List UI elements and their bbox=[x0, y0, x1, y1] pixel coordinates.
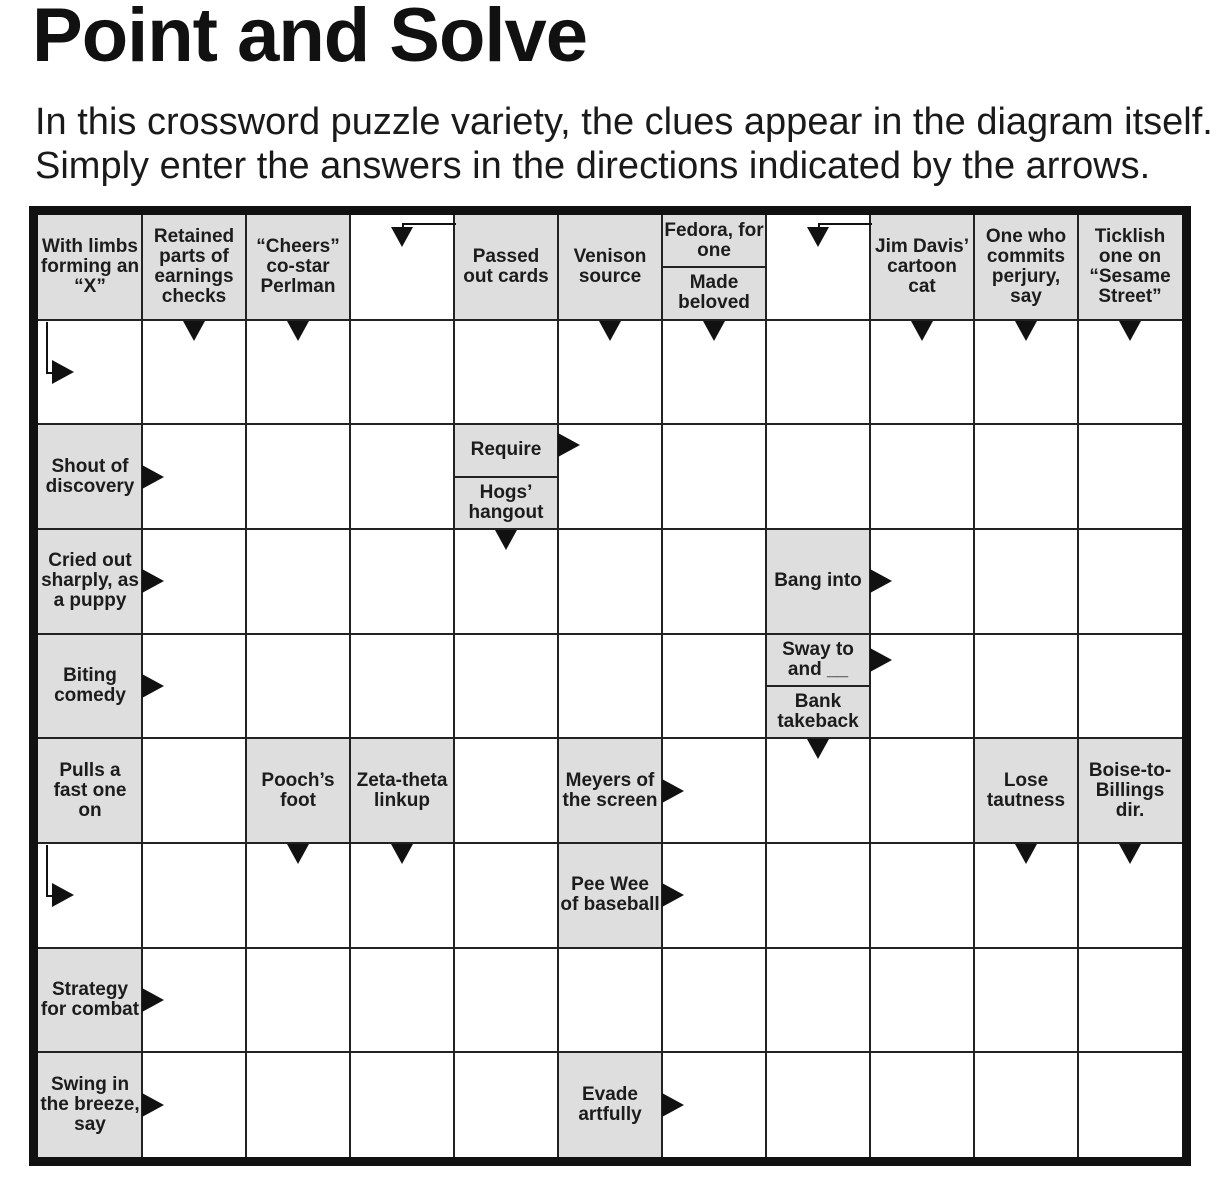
down-arrow-icon bbox=[183, 321, 205, 341]
answer-cell-r9-c5[interactable] bbox=[454, 1052, 558, 1157]
answer-cell-r7-c5[interactable] bbox=[454, 843, 558, 948]
answer-cell-r6-c2[interactable] bbox=[142, 738, 246, 843]
answer-cell-r6-c5[interactable] bbox=[454, 738, 558, 843]
answer-cell-r8-c10[interactable] bbox=[974, 948, 1078, 1053]
clue-divider bbox=[454, 476, 558, 478]
grid-line bbox=[38, 633, 1182, 635]
answer-cell-r3-c9[interactable] bbox=[870, 424, 974, 529]
clue-divider bbox=[766, 685, 870, 687]
clue-evade: Evade artfully bbox=[558, 1052, 662, 1157]
clue-shout: Shout of discovery bbox=[38, 424, 142, 529]
clue-cried: Cried out sharply, as a puppy bbox=[38, 529, 142, 634]
answer-cell-r8-c6[interactable] bbox=[558, 948, 662, 1053]
answer-cell-r4-c4[interactable] bbox=[350, 529, 454, 634]
answer-cell-r3-c7[interactable] bbox=[662, 424, 766, 529]
down-arrow-icon bbox=[1119, 844, 1141, 864]
answer-cell-r8-c11[interactable] bbox=[1078, 948, 1182, 1053]
right-arrow-icon bbox=[662, 779, 684, 803]
down-arrow-icon bbox=[1119, 321, 1141, 341]
answer-cell-r8-c3[interactable] bbox=[246, 948, 350, 1053]
down-arrow-icon bbox=[1015, 844, 1037, 864]
grid-line bbox=[38, 528, 1182, 530]
grid-line bbox=[349, 215, 351, 1157]
answer-cell-r3-c10[interactable] bbox=[974, 424, 1078, 529]
answer-cell-r4-c6[interactable] bbox=[558, 529, 662, 634]
clue-pooch: Pooch’s foot bbox=[246, 738, 350, 843]
clue-passed: Passed out cards bbox=[454, 215, 558, 320]
answer-cell-r5-c4[interactable] bbox=[350, 634, 454, 739]
clue-cheers: “Cheers” co-star Perlman bbox=[246, 215, 350, 320]
grid-line bbox=[973, 215, 975, 1157]
down-arrow-icon bbox=[287, 321, 309, 341]
answer-cell-r4-c11[interactable] bbox=[1078, 529, 1182, 634]
clue-perjury: One who commits perjury, say bbox=[974, 215, 1078, 320]
answer-cell-r5-c7[interactable] bbox=[662, 634, 766, 739]
crossword-grid bbox=[29, 206, 1191, 1166]
clue-swing: Swing in the breeze, say bbox=[38, 1052, 142, 1157]
grid-line bbox=[661, 215, 663, 1157]
right-arrow-icon bbox=[870, 648, 892, 672]
clue-with-limbs: With limbs forming an “X” bbox=[38, 215, 142, 320]
clue-require: Require bbox=[454, 424, 558, 476]
clue-ticklish: Ticklish one on “Sesame Street” bbox=[1078, 215, 1182, 320]
right-arrow-icon bbox=[142, 569, 164, 593]
right-arrow-icon bbox=[870, 569, 892, 593]
clue-bank: Bank takeback bbox=[766, 686, 870, 738]
right-arrow-icon bbox=[52, 360, 74, 384]
answer-cell-r8-c7[interactable] bbox=[662, 948, 766, 1053]
answer-cell-r9-c8[interactable] bbox=[766, 1052, 870, 1157]
grid-line bbox=[245, 215, 247, 1157]
clue-boise: Boise-to-Billings dir. bbox=[1078, 738, 1182, 843]
grid-line bbox=[38, 1051, 1182, 1053]
clue-made-beloved: Made beloved bbox=[662, 267, 766, 319]
answer-cell-r7-c2[interactable] bbox=[142, 843, 246, 948]
answer-cell-r9-c9[interactable] bbox=[870, 1052, 974, 1157]
down-arrow-icon bbox=[287, 844, 309, 864]
right-arrow-icon bbox=[52, 883, 74, 907]
clue-divider bbox=[662, 266, 766, 268]
answer-cell-r9-c4[interactable] bbox=[350, 1052, 454, 1157]
answer-cell-r4-c3[interactable] bbox=[246, 529, 350, 634]
grid-line bbox=[453, 215, 455, 1157]
answer-cell-r5-c5[interactable] bbox=[454, 634, 558, 739]
down-arrow-icon bbox=[807, 227, 829, 247]
clue-zeta: Zeta-theta linkup bbox=[350, 738, 454, 843]
down-arrow-icon bbox=[703, 321, 725, 341]
clue-sway: Sway to and __ bbox=[766, 634, 870, 686]
answer-cell-r5-c6[interactable] bbox=[558, 634, 662, 739]
answer-cell-r9-c11[interactable] bbox=[1078, 1052, 1182, 1157]
clue-venison: Venison source bbox=[558, 215, 662, 320]
grid-line bbox=[1077, 215, 1079, 1157]
answer-cell-r2-c8[interactable] bbox=[766, 320, 870, 425]
right-arrow-icon bbox=[662, 883, 684, 907]
answer-cell-r5-c10[interactable] bbox=[974, 634, 1078, 739]
right-arrow-icon bbox=[142, 674, 164, 698]
answer-cell-r3-c4[interactable] bbox=[350, 424, 454, 529]
answer-cell-r3-c3[interactable] bbox=[246, 424, 350, 529]
right-arrow-icon bbox=[558, 433, 580, 457]
clue-pulls: Pulls a fast one on bbox=[38, 738, 142, 843]
answer-cell-r5-c3[interactable] bbox=[246, 634, 350, 739]
down-arrow-icon bbox=[391, 844, 413, 864]
clue-biting: Biting comedy bbox=[38, 634, 142, 739]
answer-cell-r3-c8[interactable] bbox=[766, 424, 870, 529]
answer-cell-r8-c4[interactable] bbox=[350, 948, 454, 1053]
answer-cell-r7-c8[interactable] bbox=[766, 843, 870, 948]
answer-cell-r3-c11[interactable] bbox=[1078, 424, 1182, 529]
answer-cell-r4-c10[interactable] bbox=[974, 529, 1078, 634]
grid-line bbox=[557, 215, 559, 1157]
clue-lose: Lose tautness bbox=[974, 738, 1078, 843]
answer-cell-r2-c4[interactable] bbox=[350, 320, 454, 425]
right-arrow-icon bbox=[142, 465, 164, 489]
instruction-line-1: In this crossword puzzle variety, the clues appear in the diagram itself. bbox=[35, 101, 1213, 143]
answer-cell-r9-c3[interactable] bbox=[246, 1052, 350, 1157]
answer-cell-r7-c9[interactable] bbox=[870, 843, 974, 948]
clue-hogs: Hogs’ hangout bbox=[454, 477, 558, 529]
grid-line bbox=[38, 423, 1182, 425]
answer-cell-r4-c7[interactable] bbox=[662, 529, 766, 634]
grid-line bbox=[38, 947, 1182, 949]
answer-cell-r9-c10[interactable] bbox=[974, 1052, 1078, 1157]
clue-retained: Retained parts of earnings checks bbox=[142, 215, 246, 320]
right-arrow-icon bbox=[662, 1093, 684, 1117]
answer-cell-r8-c5[interactable] bbox=[454, 948, 558, 1053]
clue-meyers: Meyers of the screen bbox=[558, 738, 662, 843]
clue-bang: Bang into bbox=[766, 529, 870, 634]
down-arrow-icon bbox=[599, 321, 621, 341]
clue-strategy: Strategy for combat bbox=[38, 948, 142, 1053]
puzzle-title: Point and Solve bbox=[32, 0, 588, 78]
right-arrow-icon bbox=[142, 988, 164, 1012]
down-arrow-icon bbox=[1015, 321, 1037, 341]
down-arrow-icon bbox=[911, 321, 933, 341]
answer-cell-r2-c5[interactable] bbox=[454, 320, 558, 425]
clue-jim-davis: Jim Davis’ cartoon cat bbox=[870, 215, 974, 320]
answer-cell-r5-c11[interactable] bbox=[1078, 634, 1182, 739]
grid-line bbox=[38, 842, 1182, 844]
answer-cell-r8-c9[interactable] bbox=[870, 948, 974, 1053]
grid-line bbox=[38, 737, 1182, 739]
answer-cell-r6-c9[interactable] bbox=[870, 738, 974, 843]
down-arrow-icon bbox=[495, 530, 517, 550]
down-arrow-icon bbox=[391, 227, 413, 247]
answer-cell-r8-c8[interactable] bbox=[766, 948, 870, 1053]
instruction-line-2: Simply enter the answers in the directions indicated by the arrows. bbox=[35, 145, 1151, 187]
clue-peewee: Pee Wee of baseball bbox=[558, 843, 662, 948]
right-arrow-icon bbox=[142, 1093, 164, 1117]
instructions bbox=[35, 100, 1213, 188]
down-arrow-icon bbox=[807, 739, 829, 759]
clue-fedora: Fedora, for one bbox=[662, 215, 766, 267]
